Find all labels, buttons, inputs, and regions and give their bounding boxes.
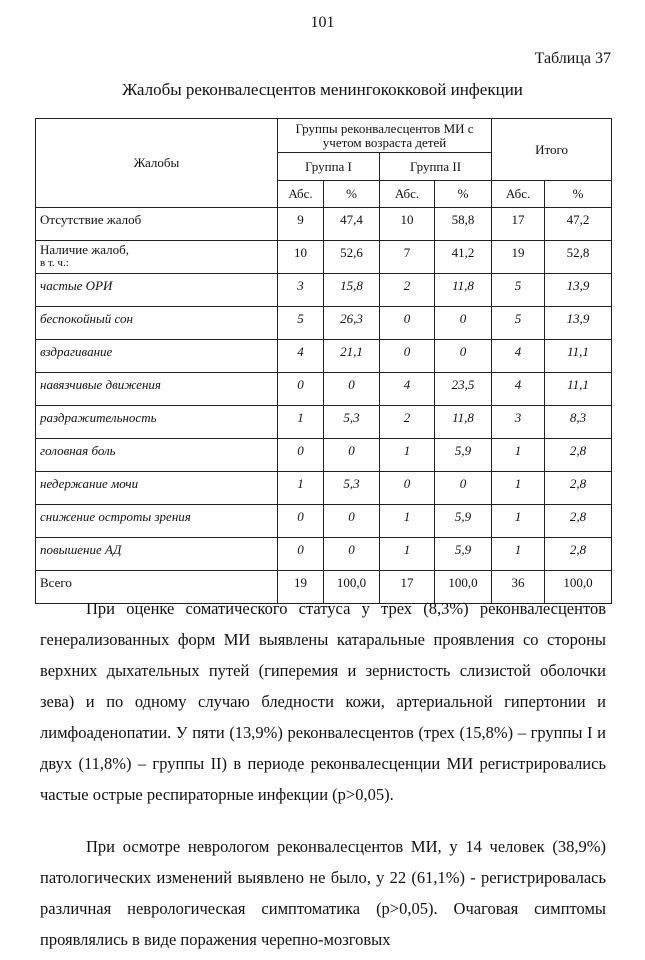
cell-g1-pct: 26,3 bbox=[324, 307, 380, 340]
row-label: беспокойный сон bbox=[36, 307, 278, 340]
table-row bbox=[36, 373, 612, 406]
cell-g1-pct: 5,3 bbox=[324, 406, 380, 439]
cell-g1-pct: 15,8 bbox=[324, 274, 380, 307]
row-label: повышение АД bbox=[36, 538, 278, 571]
cell-g2-abs: 0 bbox=[380, 340, 435, 373]
cell-total-abs: 3 bbox=[492, 406, 545, 439]
row-label: Отсутствие жалоб bbox=[36, 208, 278, 241]
table-title: Жалобы реконвалесцентов менингококковой инфекции bbox=[122, 80, 523, 99]
cell-g2-abs: 0 bbox=[380, 307, 435, 340]
row-label bbox=[36, 241, 278, 274]
table-row bbox=[36, 274, 612, 307]
cell-g1-pct: 47,4 bbox=[324, 208, 380, 241]
cell-total-abs: 19 bbox=[492, 241, 545, 274]
cell-total-abs: 1 bbox=[492, 538, 545, 571]
header-abs: Абс. bbox=[492, 181, 545, 208]
header-group-2: Группа II bbox=[380, 153, 492, 181]
cell-g2-abs: 1 bbox=[380, 439, 435, 472]
header-pct: % bbox=[545, 181, 612, 208]
table-row bbox=[36, 208, 612, 241]
cell-total-abs: 17 bbox=[492, 208, 545, 241]
body-paragraph: При осмотре неврологом реконвалесцентов МИ, у 14 человек (38,9%) патологических изменений выявлено не было, у 22 (61,1%) - регистрировалась различная неврологическая симптоматика (p>0,05). Очаговая симптомы проявлялись в виде поражения черепно-мозговых bbox=[40, 837, 606, 949]
cell-g1-abs: 3 bbox=[278, 274, 324, 307]
cell-total-pct: 8,3 bbox=[545, 406, 612, 439]
header-pct: % bbox=[324, 181, 380, 208]
cell-g2-pct: 0 bbox=[435, 340, 492, 373]
cell-g2-pct: 5,9 bbox=[435, 439, 492, 472]
cell-total-pct: 47,2 bbox=[545, 208, 612, 241]
cell-total-abs: 1 bbox=[492, 472, 545, 505]
cell-g1-pct: 0 bbox=[324, 439, 380, 472]
cell-g1-abs: 10 bbox=[278, 241, 324, 274]
cell-g2-pct: 0 bbox=[435, 307, 492, 340]
cell-total-abs: 5 bbox=[492, 307, 545, 340]
row-label: навязчивые движения bbox=[36, 373, 278, 406]
table-row bbox=[36, 505, 612, 538]
cell-g1-abs: 19 bbox=[278, 571, 324, 604]
cell-g1-abs: 0 bbox=[278, 373, 324, 406]
cell-g1-pct: 21,1 bbox=[324, 340, 380, 373]
cell-total-abs: 1 bbox=[492, 439, 545, 472]
cell-total-pct: 2,8 bbox=[545, 439, 612, 472]
cell-total-pct: 11,1 bbox=[545, 373, 612, 406]
cell-g1-pct: 0 bbox=[324, 505, 380, 538]
cell-g2-abs: 1 bbox=[380, 505, 435, 538]
complaints-table bbox=[35, 118, 612, 604]
cell-g2-abs: 7 bbox=[380, 241, 435, 274]
cell-g1-abs: 4 bbox=[278, 340, 324, 373]
cell-g2-pct: 5,9 bbox=[435, 505, 492, 538]
cell-g2-abs: 4 bbox=[380, 373, 435, 406]
table-row bbox=[36, 406, 612, 439]
cell-g1-abs: 0 bbox=[278, 505, 324, 538]
cell-g1-pct: 0 bbox=[324, 538, 380, 571]
cell-g2-pct: 58,8 bbox=[435, 208, 492, 241]
cell-g1-pct: 52,6 bbox=[324, 241, 380, 274]
row-label: раздражительность bbox=[36, 406, 278, 439]
cell-g1-pct: 100,0 bbox=[324, 571, 380, 604]
header-abs: Абс. bbox=[278, 181, 324, 208]
cell-g2-pct: 0 bbox=[435, 472, 492, 505]
cell-total-abs: 4 bbox=[492, 340, 545, 373]
cell-g1-abs: 5 bbox=[278, 307, 324, 340]
cell-total-abs: 1 bbox=[492, 505, 545, 538]
cell-total-pct: 2,8 bbox=[545, 472, 612, 505]
cell-g2-abs: 2 bbox=[380, 274, 435, 307]
cell-total-pct: 52,8 bbox=[545, 241, 612, 274]
cell-g1-abs: 0 bbox=[278, 538, 324, 571]
cell-g1-pct: 0 bbox=[324, 373, 380, 406]
cell-total-pct: 11,1 bbox=[545, 340, 612, 373]
cell-g1-abs: 1 bbox=[278, 472, 324, 505]
row-label: вздрагивание bbox=[36, 340, 278, 373]
table-row bbox=[36, 340, 612, 373]
row-label: снижение остроты зрения bbox=[36, 505, 278, 538]
cell-g1-abs: 9 bbox=[278, 208, 324, 241]
cell-g2-abs: 1 bbox=[380, 538, 435, 571]
cell-total-abs: 36 bbox=[492, 571, 545, 604]
header-groups: Группы реконвалесцентов МИ с учетом возраста детей bbox=[278, 119, 492, 153]
cell-g2-pct: 11,8 bbox=[435, 406, 492, 439]
cell-g2-pct: 100,0 bbox=[435, 571, 492, 604]
table-row bbox=[36, 439, 612, 472]
cell-total-abs: 4 bbox=[492, 373, 545, 406]
cell-g2-pct: 11,8 bbox=[435, 274, 492, 307]
header-abs: Абс. bbox=[380, 181, 435, 208]
row-label-sub: в т. ч.: bbox=[40, 257, 69, 269]
cell-g2-abs: 2 bbox=[380, 406, 435, 439]
header-complaints: Жалобы bbox=[36, 119, 278, 208]
cell-g2-pct: 5,9 bbox=[435, 538, 492, 571]
cell-g2-abs: 10 bbox=[380, 208, 435, 241]
cell-g2-abs: 17 bbox=[380, 571, 435, 604]
cell-total-pct: 100,0 bbox=[545, 571, 612, 604]
cell-g1-pct: 5,3 bbox=[324, 472, 380, 505]
cell-total-pct: 2,8 bbox=[545, 505, 612, 538]
row-label: Всего bbox=[36, 571, 278, 604]
cell-total-pct: 13,9 bbox=[545, 307, 612, 340]
table-row bbox=[36, 472, 612, 505]
cell-g2-pct: 23,5 bbox=[435, 373, 492, 406]
table-row bbox=[36, 538, 612, 571]
page-number: 101 bbox=[310, 14, 335, 31]
cell-g2-pct: 41,2 bbox=[435, 241, 492, 274]
cell-g1-abs: 1 bbox=[278, 406, 324, 439]
cell-total-pct: 13,9 bbox=[545, 274, 612, 307]
body-paragraph: При оценке соматического статуса у трех (8,3%) реконвалесцентов генерализованных форм МИ выявлены катаральные проявления со стороны верхних дыхательных путей (гиперемия и зернистость слизистой оболочки зева) и по одному случаю бледности кожи, артериальной гипертонии и лимфоаденопатии. У пяти (13,9%) реконвалесцентов (трех (15,8%) – группы I и двух (11,8%) – группы II) в периоде реконвалесценции МИ регистрировались частые острые респираторные инфекции (p>0,05). bbox=[40, 599, 606, 804]
header-group-1: Группа I bbox=[278, 153, 380, 181]
row-label: головная боль bbox=[36, 439, 278, 472]
cell-g2-abs: 0 bbox=[380, 472, 435, 505]
header-pct: % bbox=[435, 181, 492, 208]
cell-total-abs: 5 bbox=[492, 274, 545, 307]
cell-total-pct: 2,8 bbox=[545, 538, 612, 571]
row-label-main: Наличие жалоб, bbox=[40, 242, 129, 257]
table-row bbox=[36, 241, 612, 274]
table-caption: Таблица 37 bbox=[534, 50, 611, 67]
cell-g1-abs: 0 bbox=[278, 439, 324, 472]
header-total: Итого bbox=[492, 119, 612, 181]
table-row bbox=[36, 307, 612, 340]
row-label: недержание мочи bbox=[36, 472, 278, 505]
row-label: частые ОРИ bbox=[36, 274, 278, 307]
